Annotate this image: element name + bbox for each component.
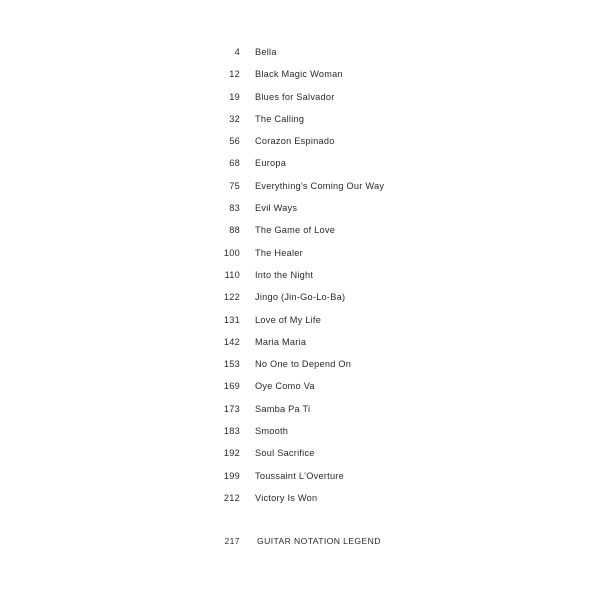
toc-entry[interactable]	[0, 309, 600, 331]
page-number: 192	[223, 448, 240, 459]
page-number: 56	[229, 136, 240, 147]
song-title: Blues for Salvador	[255, 91, 335, 102]
toc-entry[interactable]	[0, 242, 600, 264]
legend-title: GUITAR NOTATION LEGEND	[257, 536, 381, 546]
toc-entry[interactable]	[0, 86, 600, 108]
page-number: 212	[223, 492, 240, 503]
toc-entry[interactable]	[0, 420, 600, 442]
page-number: 169	[223, 381, 240, 392]
song-title: Into the Night	[255, 269, 314, 280]
song-title: Corazon Espinado	[255, 136, 335, 147]
page-number: 122	[223, 292, 240, 303]
page-number: 173	[223, 403, 240, 414]
song-title: No One to Depend On	[255, 359, 352, 370]
song-title: Toussaint L'Overture	[255, 470, 344, 481]
song-title: Love of My Life	[255, 314, 322, 325]
toc-entry[interactable]	[0, 41, 600, 63]
page-number: 142	[223, 336, 240, 347]
toc-entry[interactable]	[0, 331, 600, 353]
song-title: Soul Sacrifice	[255, 448, 315, 459]
song-title: The Healer	[255, 247, 303, 258]
toc-entry[interactable]	[0, 465, 600, 487]
toc-entry[interactable]	[0, 152, 600, 174]
page-number: 183	[223, 426, 240, 437]
table-of-contents	[0, 41, 600, 509]
page-number: 83	[229, 203, 240, 214]
page-number: 153	[223, 359, 240, 370]
song-title: Bella	[255, 47, 277, 57]
toc-entry[interactable]	[0, 108, 600, 130]
toc-entry[interactable]	[0, 63, 600, 85]
song-title: The Calling	[255, 113, 305, 124]
song-title: Everything's Coming Our Way	[255, 180, 385, 191]
page-number: 19	[229, 91, 240, 102]
toc-entry[interactable]	[0, 219, 600, 241]
song-title: The Game of Love	[255, 225, 336, 236]
toc-entry[interactable]	[0, 398, 600, 420]
toc-entry[interactable]	[0, 175, 600, 197]
page-number: 217	[224, 536, 240, 546]
page-number: 75	[229, 180, 240, 191]
song-title: Black Magic Woman	[255, 69, 343, 80]
toc-entry[interactable]	[0, 286, 600, 308]
page-number: 88	[229, 225, 240, 236]
toc-entry[interactable]	[0, 442, 600, 464]
toc-entry[interactable]	[0, 353, 600, 375]
song-title: Oye Como Va	[255, 381, 315, 392]
song-title: Jingo (Jin-Go-Lo-Ba)	[255, 292, 346, 303]
song-title: Europa	[255, 158, 287, 169]
song-title: Smooth	[255, 426, 289, 437]
page-number: 32	[229, 113, 240, 124]
toc-entry[interactable]	[0, 264, 600, 286]
page-number: 100	[223, 247, 240, 258]
toc-entry-legend[interactable]	[0, 531, 600, 551]
page-number: 12	[229, 69, 240, 80]
toc-entry[interactable]	[0, 487, 600, 509]
page-number: 110	[224, 269, 240, 280]
song-title: Evil Ways	[255, 203, 298, 214]
song-title: Victory Is Won	[255, 492, 318, 503]
page-number: 131	[223, 314, 240, 325]
song-title: Samba Pa Ti	[255, 403, 311, 414]
toc-entry[interactable]	[0, 375, 600, 397]
page-number: 68	[229, 158, 240, 169]
page-number: 199	[223, 470, 240, 481]
toc-entry[interactable]	[0, 197, 600, 219]
song-title: Maria Maria	[255, 336, 307, 347]
page-number: 4	[234, 47, 240, 57]
toc-entry[interactable]	[0, 130, 600, 152]
